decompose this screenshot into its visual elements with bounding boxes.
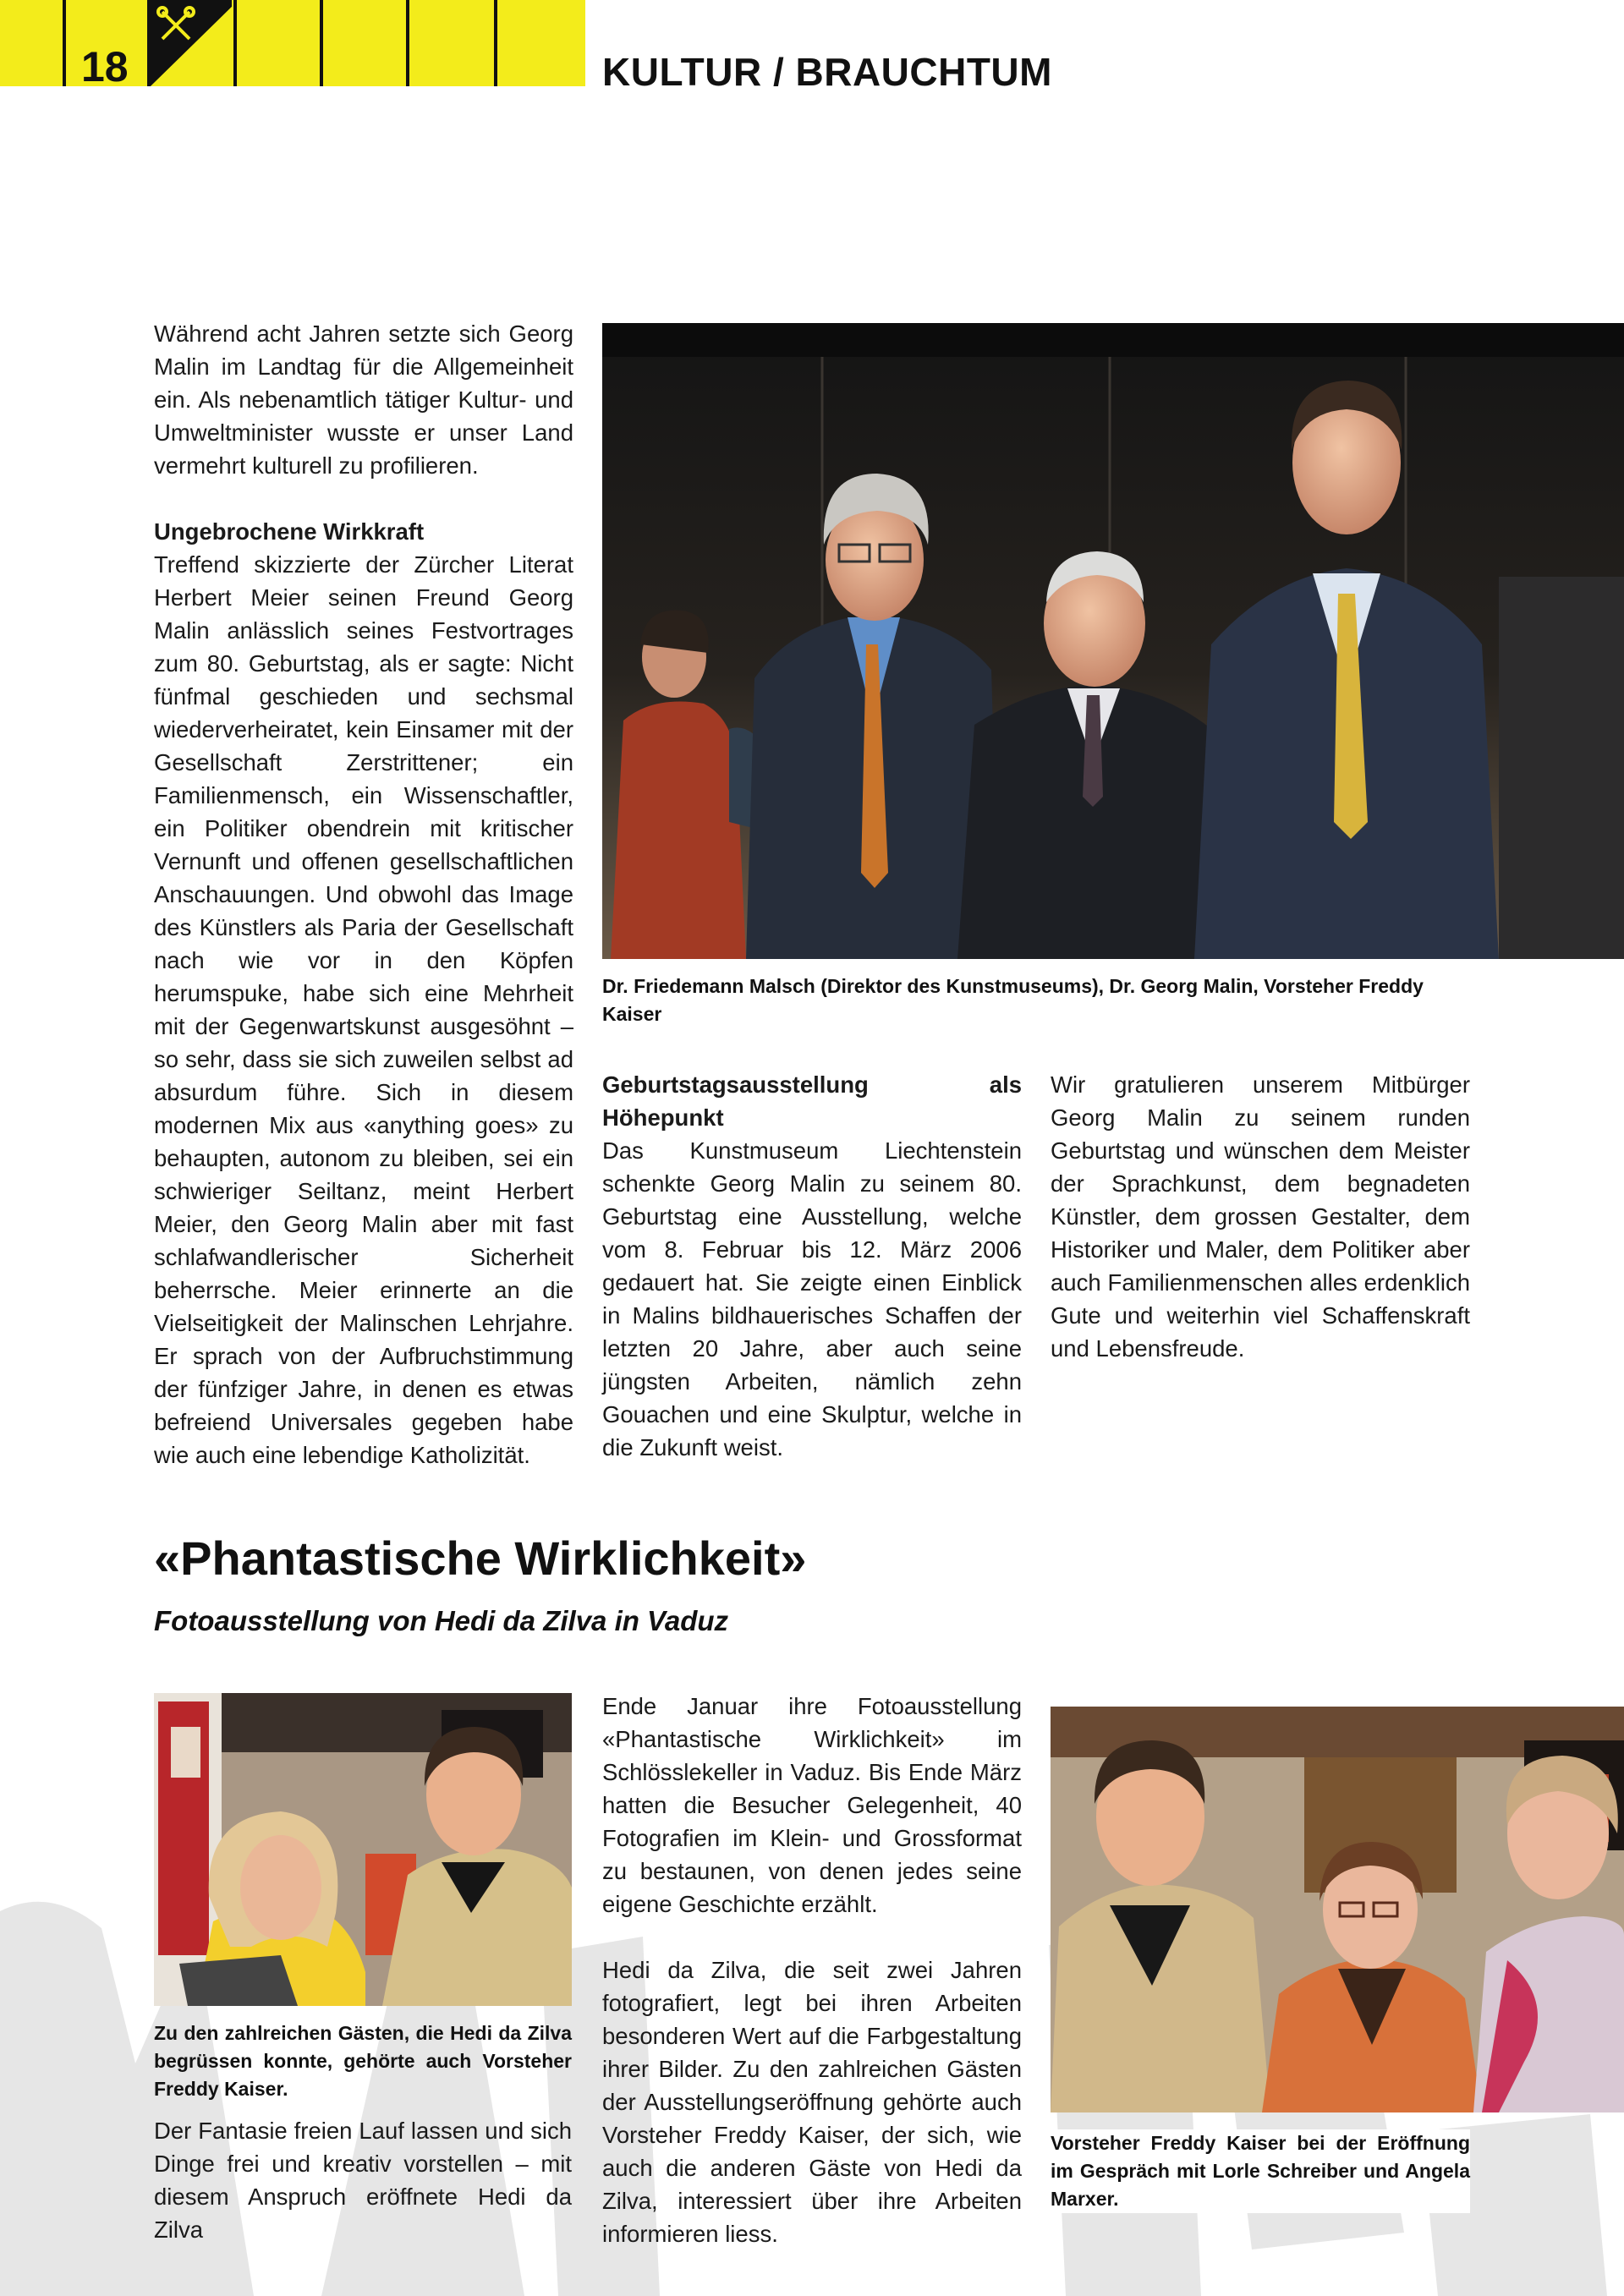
article1-col2-body: Das Kunstmuseum Liechtenstein schenkte Georg Malin zu seinem 80. Geburtstag eine Ausstellung, welche vom 8. Februar bis 12. März 2006 gedauert hat. Sie zeigte einen Einblick in Malins bildhauerisches Schaffen der letzten 20 Jahre, aber auch seine jüngsten Arbeiten, nämlich zehn Gouachen und eine Skulptur, welche in die Zukunft weist. [602, 1137, 1022, 1460]
page-number: 18 [81, 43, 129, 90]
header-stripe [494, 0, 497, 86]
article1-column2 [602, 1068, 1022, 1464]
header-stripe [63, 0, 66, 86]
article2-col2-para2: Hedi da Zilva, die seit zwei Jahren fotografiert, legt bei ihren Arbeiten besonderen Wert auf die Farbgestaltung ihrer Bilder. Zu den zahlreichen Gästen der Ausstellungseröffnung gehörte auch Vorsteher Freddy Kaiser, der sich, wie auch die anderen Gäste von Hedi da Zilva, interessiert über ihre Arbeiten informieren liess. [602, 1957, 1022, 2247]
article2-column2 [602, 1690, 1022, 2250]
photo-freddy-lorle-angela [1051, 1707, 1624, 2112]
photo-hedi-freddy-caption: Zu den zahlreichen Gästen, die Hedi da Zilva begrüssen konnte, gehörte auch Vorsteher Freddy Kaiser. [154, 2022, 572, 2100]
article1-intro: Während acht Jahren setzte sich Georg Malin im Landtag für die Allgemeinheit ein. Als nebenamtlich tätiger Kultur- und Umweltminister wusste er unser Land vermehrt kulturell zu profilieren. [154, 321, 573, 479]
group-photo [602, 323, 1624, 959]
article1-subheading: Ungebrochene Wirkkraft [154, 518, 425, 545]
article1-col2-subheading: Geburtstagsausstellung als Höhepunkt [602, 1071, 1022, 1131]
group-photo-caption: Dr. Friedemann Malsch (Direktor des Kunstmuseums), Dr. Georg Malin, Vorsteher Freddy Kaiser [602, 975, 1424, 1025]
header-stripe [320, 0, 323, 86]
article2-col2-para1: Ende Januar ihre Fotoausstellung «Phantastische Wirklichkeit» im Schlösslekeller in Vaduz. Bis Ende März hatten die Besucher Gelegenheit, 40 Fotografien im Klein- und Grossformat zu bestaunen, von denen jedes seine eigene Geschichte erzählt. [602, 1693, 1022, 1917]
header-stripe [406, 0, 409, 86]
section-title: KULTUR / BRAUCHTUM [602, 50, 1052, 94]
article2-column1 [154, 2114, 572, 2246]
header-stripe [233, 0, 237, 86]
photo-hedi-freddy [154, 1693, 572, 2006]
article1-col3-body: Wir gratulieren unserem Mitbürger Georg Malin zu seinem runden Geburtstag und wünschen dem Meister der Sprachkunst, dem begnadeten Künstler, dem grossen Gestalter, dem Historiker und Maler, dem Politiker aber auch Familienmenschen alles erdenklich Gute und weiterhin viel Schaffenskraft und Lebensfreude. [1051, 1071, 1470, 1362]
photo-freddy-lorle-angela-caption: Vorsteher Freddy Kaiser bei der Eröffnung im Gespräch mit Lorle Schreiber und Angela Marxer. [1051, 2129, 1470, 2213]
article2-subheadline: Fotoausstellung von Hedi da Zilva in Vaduz [154, 1605, 729, 1636]
coat-of-arms-icon [151, 0, 232, 86]
article2-col1-body: Der Fantasie freien Lauf lassen und sich Dinge frei und kreativ vorstellen – mit diesem Anspruch eröffnete Hedi da Zilva [154, 2118, 572, 2243]
article1-column3 [1051, 1068, 1470, 1365]
article2-headline: «Phantastische Wirklichkeit» [154, 1532, 807, 1585]
article1-body: Treffend skizzierte der Zürcher Literat Herbert Meier seinen Freund Georg Malin anlässlich seines Festvortrages zum 80. Geburtstag, als er sagte: Nicht fünfmal geschieden und sechsmal wiederverheiratet, kein Einsamer mit der Gesellschaft Zerstrittener; ein Familienmensch, ein Wissenschaftler, ein Politiker obendrein mit kritischer Vernunft und offenen gesellschaftlichen Anschauungen. Und obwohl das Image des Künstlers als Paria der Gesellschaft nach wie vor in den Köpfen herumspuke, habe sich eine Mehrheit mit der Gegenwartskunst ausgesöhnt – so sehr, dass sie sich zuweilen selbst ad absurdum führe. Sich in diesem modernen Mix aus «anything goes» zu behaupten, autonom zu bleiben, sei ein schwieriger Seiltanz, meint Herbert Meier, den Georg Malin aber mit fast schlafwandlerischer Sicherheit beherrsche. Meier erinnerte an die Vielseitigkeit der Malinschen Lehrjahre. Er sprach von der Aufbruchstimmung der fünfziger Jahre, in denen es etwas befreiend Universales gegeben habe wie auch eine lebendige Katholizität. [154, 551, 573, 1468]
article1-column1 [154, 317, 573, 1471]
